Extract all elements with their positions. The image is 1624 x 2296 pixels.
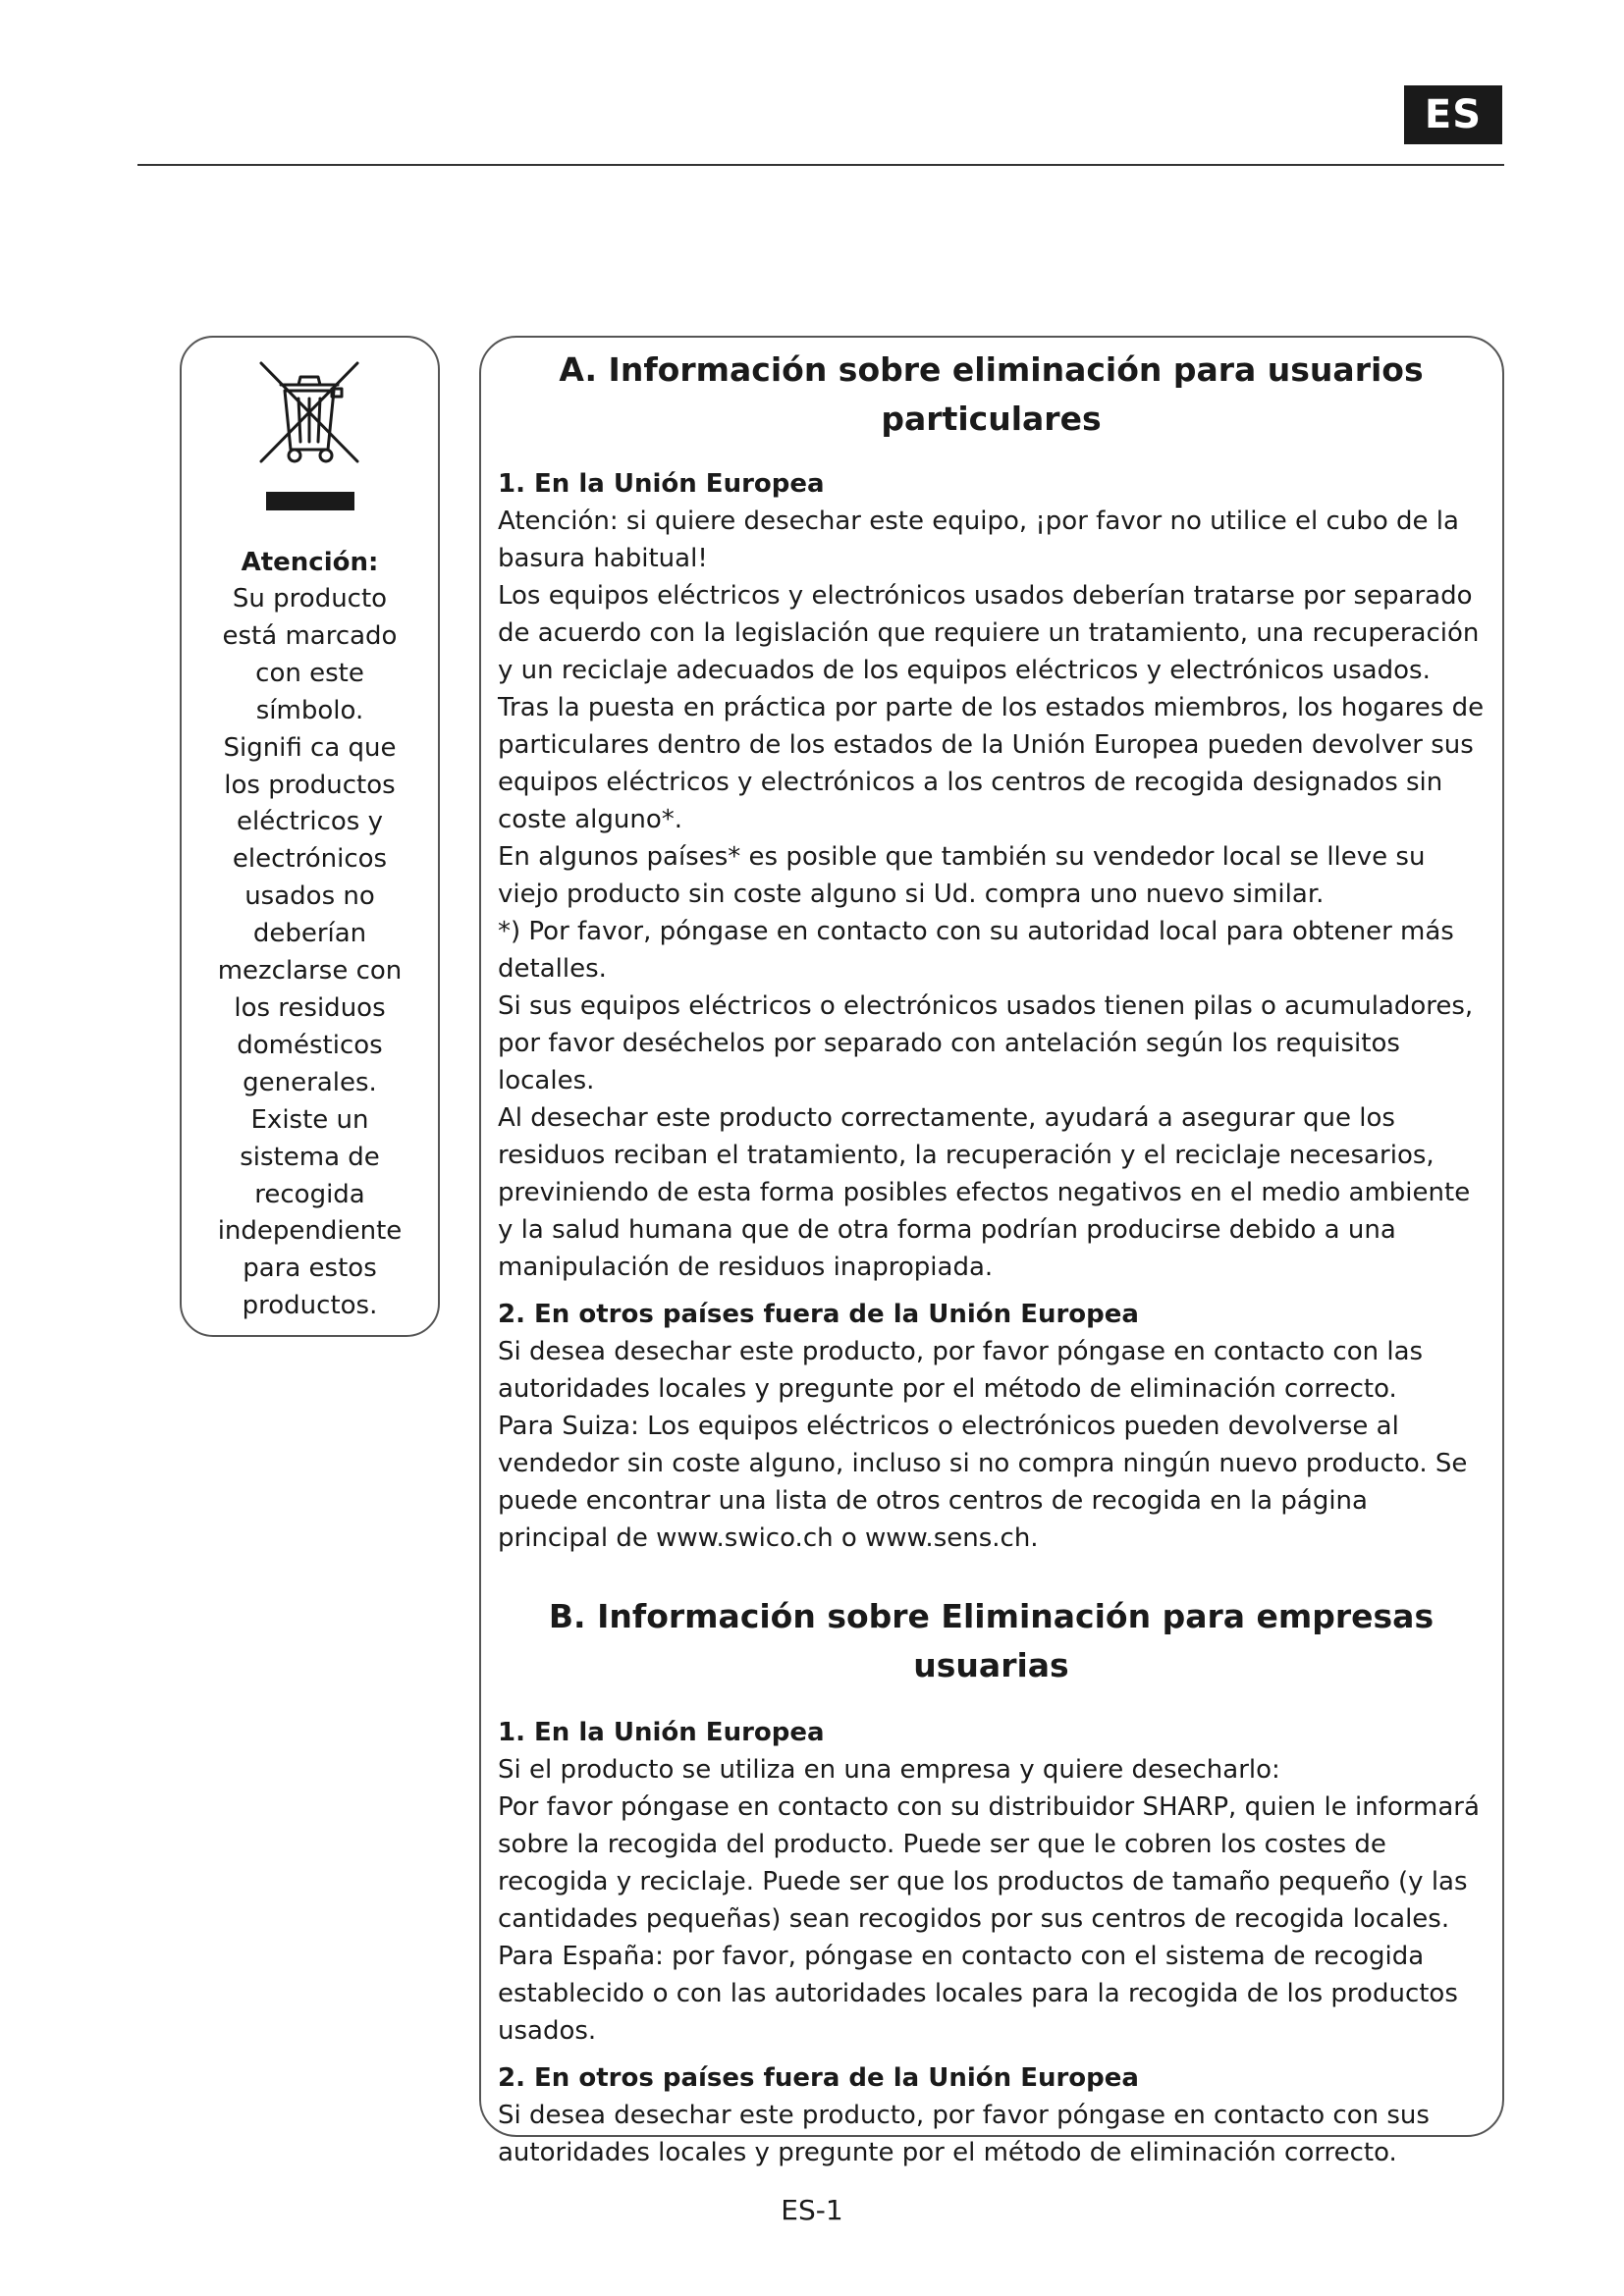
disposal-info-content [498,338,1485,2171]
section-b-eu-paragraph: Por favor póngase en contacto con su distribuidor SHARP, quien le informará sobre la recogida del producto. Puede ser que le cobren los costes de recogida y reciclaje. Puede ser que los productos de tamaño pequeño (y las cantidades pequeñas) sean recogidos por sus centros de recogida locales. [498,1792,1480,1934]
section-a-eu-paragraph: Tras la puesta en práctica por parte de los estados miembros, los hogares de particulares dentro de los estados de la Unión Europea pueden devolver sus equipos eléctricos y electrónicos a los centros de recogida designados sin coste alguno*. [498,693,1485,834]
disposal-info-box [479,336,1504,2167]
section-b-title: B. Información sobre Eliminación para empresas usuarias [548,1597,1435,1684]
header-divider [137,164,1504,166]
section-b-eu-paragraph: Para España: por favor, póngase en contacto con el sistema de recogida establecido o con las autoridades locales para la recogida de los productos usados. [498,1942,1458,2046]
section-a-other-heading: 2. En otros países fuera de la Unión Europea [498,1300,1139,1329]
section-b-eu-heading: 1. En la Unión Europea [498,1718,825,1747]
section-a-other-paragraph: Si desea desechar este producto, por favor póngase en contacto con las autoridades locales y pregunte por el método de eliminación correcto. [498,1337,1424,1404]
section-a-eu-paragraph: Atención: si quiere desechar este equipo, ¡por favor no utilice el cubo de la basura habitual! [498,507,1459,573]
language-badge: ES [1404,85,1502,144]
section-b-eu-paragraph: Si el producto se utiliza en una empresa y quiere desecharlo: [498,1755,1280,1785]
section-a-title: A. Información sobre eliminación para usuarios particulares [559,350,1424,438]
section-a-eu-paragraph: Los equipos eléctricos y electrónicos usados deberían tratarse por separado de acuerdo con la legislación que requiere un tratamiento, una recuperación y un reciclaje adecuados de los equipos eléctricos y electrónicos usados. [498,581,1480,685]
section-a-eu-paragraph: Si sus equipos eléctricos o electrónicos usados tienen pilas o acumuladores, por favor deséchelos por separado con antelación según los requisitos locales. [498,991,1474,1095]
section-a-eu-heading: 1. En la Unión Europea [498,469,825,499]
section-a-eu-paragraph: En algunos países* es posible que también su vendedor local se lleve su viejo producto sin coste alguno si Ud. compra uno nuevo similar. [498,842,1426,909]
section-b-other-heading: 2. En otros países fuera de la Unión Europea [498,2063,1139,2093]
notice-text: Su producto está marcado con este símbolo. Signifi ca que los productos eléctricos y electrónicos usados no deberían mezclarse con los residuos domésticos generales. Existe un sistema de recogida independiente para estos productos. [217,584,403,1321]
section-a-eu-paragraph: Al desechar este producto correctamente, ayudará a asegurar que los residuos reciban el tratamiento, la recuperación y el reciclaje necesarios, previniendo de esta forma posibles efectos negativos en el medio ambiente y la salud humana que de otra forma podrían producirse debido a una manipulación de residuos inapropiada. [498,1103,1471,1282]
page-number: ES-1 [781,2194,843,2226]
section-a-other-paragraph: Para Suiza: Los equipos eléctricos o electrónicos pueden devolverse al vendedor sin coste alguno, incluso si no compra ningún nuevo producto. Se puede encontrar una lista de otros centros de recogida en la página principal de www.swico.ch o www.sens.ch. [498,1412,1468,1553]
weee-notice-box [180,336,440,1337]
section-b-other-paragraph: Si desea desechar este producto, por favor póngase en contacto con sus autoridades locales y pregunte por el método de eliminación correcto. [498,2101,1430,2167]
section-a-eu-paragraph: *) Por favor, póngase en contacto con su autoridad local para obtener más detalles. [498,917,1454,984]
weee-underline-bar [266,492,354,510]
crossed-out-wheelie-bin-icon [255,359,363,467]
notice-title: Atención: [241,548,379,577]
